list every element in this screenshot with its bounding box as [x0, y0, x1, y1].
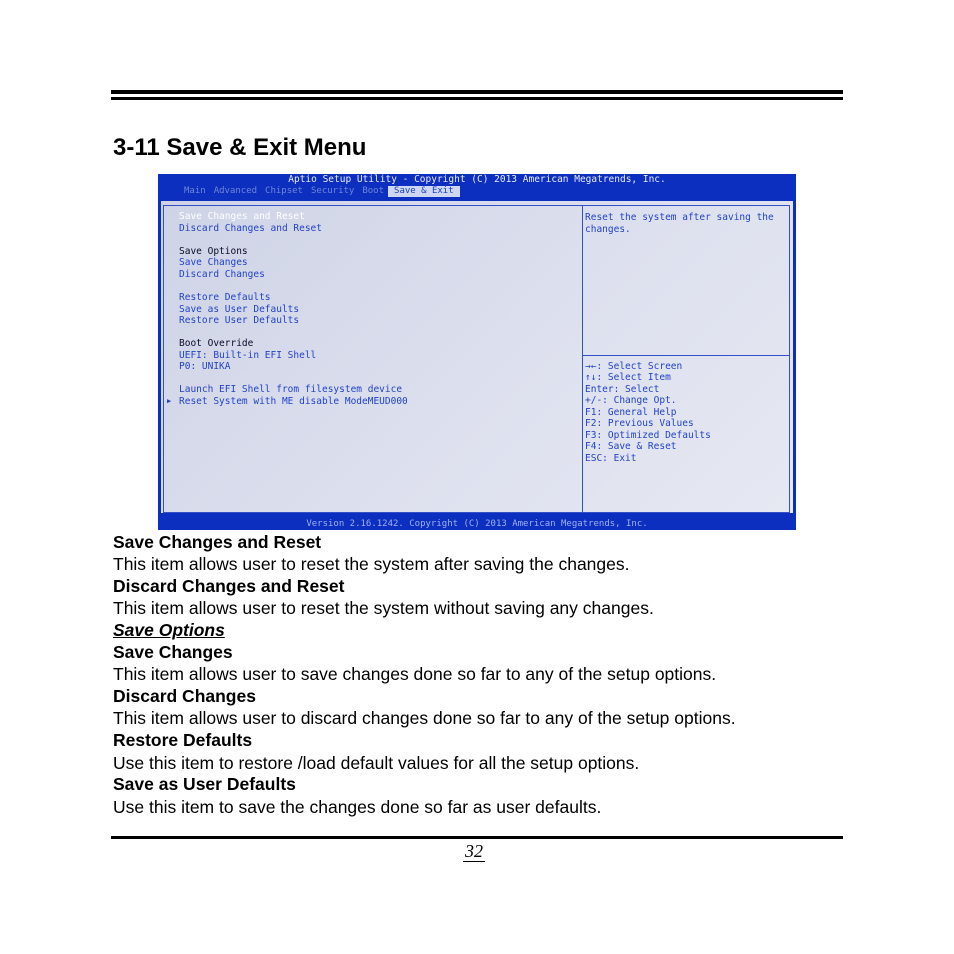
footer-rule — [111, 836, 843, 839]
bios-tab-boot[interactable]: Boot — [362, 186, 385, 196]
bios-item-restore-defaults[interactable]: Restore Defaults — [179, 292, 271, 303]
bios-key-f1: F1: General Help — [585, 407, 677, 418]
bios-help-text: Reset the system after saving the changes. — [585, 212, 774, 235]
bios-key-f3: F3: Optimized Defaults — [585, 430, 711, 441]
heading-save-changes: Save Changes — [113, 642, 233, 662]
text-save-changes-reset: This item allows user to reset the system after saving the changes. — [113, 554, 630, 574]
bios-tab-save-exit[interactable]: Save & Exit — [388, 186, 460, 197]
text-save-changes: This item allows user to save changes done so far to any of the setup options. — [113, 664, 717, 684]
bios-footer: Version 2.16.1242. Copyright (C) 2013 American Megatrends, Inc. — [306, 519, 648, 529]
bios-title-bar: Aptio Setup Utility - Copyright (C) 2013 American Megatrends, Inc. — [288, 174, 666, 185]
heading-save-changes-reset: Save Changes and Reset — [113, 532, 322, 552]
text-discard-changes-reset: This item allows user to reset the system without saving any changes. — [113, 598, 654, 618]
header-rule-thin — [111, 97, 843, 100]
bios-item-launch-efi-shell[interactable]: Launch EFI Shell from filesystem device — [179, 384, 403, 395]
bios-tab-main[interactable]: Main — [184, 186, 206, 196]
bios-item-save-changes[interactable]: Save Changes — [179, 257, 248, 268]
bios-item-discard-changes[interactable]: Discard Changes — [179, 269, 265, 280]
bios-body — [161, 201, 793, 513]
text-save-user-defaults: Use this item to save the changes done so far as user defaults. — [113, 797, 602, 817]
text-discard-changes: This item allows user to discard changes done so far to any of the setup options. — [113, 708, 736, 728]
heading-save-options: Save Options — [113, 620, 225, 640]
bios-key-enter: Enter: Select — [585, 384, 660, 395]
bios-tab-advanced[interactable]: Advanced — [213, 186, 258, 196]
page-number: 32 — [465, 841, 483, 861]
bios-item-p0-unika[interactable]: P0: UNIKA — [179, 361, 231, 372]
header-rule-thick — [111, 90, 843, 94]
bios-item-restore-user-defaults[interactable]: Restore User Defaults — [179, 315, 300, 326]
bios-menu-panel — [163, 205, 583, 513]
bios-key-f2: F2: Previous Values — [585, 418, 694, 429]
bios-item-save-user-defaults[interactable]: Save as User Defaults — [179, 304, 300, 315]
bios-item-save-changes-reset[interactable]: Save Changes and Reset — [179, 211, 305, 222]
heading-save-user-defaults: Save as User Defaults — [113, 774, 296, 794]
bios-key-esc: ESC: Exit — [585, 453, 637, 464]
bios-tab-security[interactable]: Security — [310, 186, 355, 196]
bios-item-reset-me-disable[interactable]: Reset System with ME disable ModeMEUD000 — [179, 396, 408, 407]
bios-item-discard-changes-reset[interactable]: Discard Changes and Reset — [179, 223, 322, 234]
bios-help-separator — [583, 355, 789, 356]
bios-key-select-item: ↑↓: Select Item — [585, 372, 671, 383]
bios-key-select-screen: →←: Select Screen — [585, 361, 683, 372]
heading-discard-changes-reset: Discard Changes and Reset — [113, 576, 345, 596]
bios-key-f4: F4: Save & Reset — [585, 441, 677, 452]
text-restore-defaults: Use this item to restore /load default values for all the setup options. — [113, 753, 640, 773]
bios-screenshot — [158, 174, 796, 530]
bios-header-boot-override: Boot Override — [179, 338, 254, 349]
bios-help-panel — [583, 205, 790, 513]
bios-item-uefi-shell[interactable]: UEFI: Built-in EFI Shell — [179, 350, 317, 361]
bios-header-save-options: Save Options — [179, 246, 248, 257]
submenu-arrow-icon: ▶ — [167, 397, 172, 405]
heading-restore-defaults: Restore Defaults — [113, 730, 253, 750]
bios-tab-bar — [180, 186, 460, 197]
heading-discard-changes: Discard Changes — [113, 686, 256, 706]
section-title: 3-11 Save & Exit Menu — [113, 134, 367, 161]
bios-key-change-opt: +/-: Change Opt. — [585, 395, 677, 406]
bios-tab-chipset[interactable]: Chipset — [265, 186, 303, 196]
